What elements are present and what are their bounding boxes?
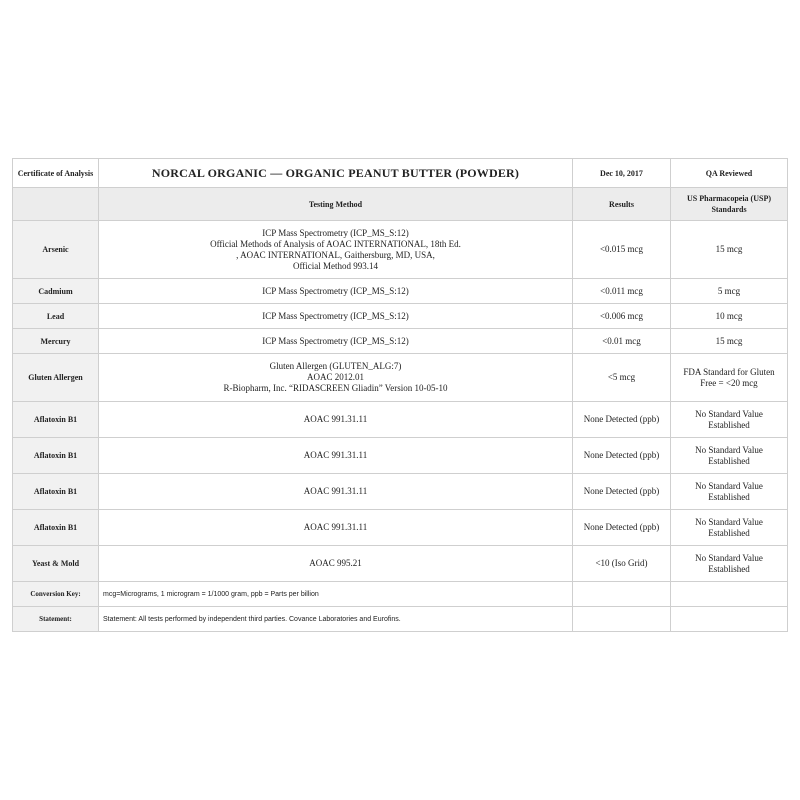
testing-method-line: ICP Mass Spectrometry (ICP_MS_S:12) [262,310,409,321]
certificate-label: Certificate of Analysis [13,159,99,188]
analyte-name: Mercury [13,329,99,354]
testing-method-cell [99,438,573,474]
result-value: <0.011 mcg [573,279,671,304]
title-row [13,159,788,188]
testing-method-line: AOAC 2012.01 [306,372,364,382]
conversion-empty-cell [573,582,671,607]
testing-method-line: AOAC 991.31.11 [303,522,368,532]
analyte-name: Aflatoxin B1 [13,474,99,510]
result-value: <0.006 mcg [573,304,671,329]
analysis-rows [13,221,788,582]
testing-method-line: AOAC 991.31.11 [303,414,368,424]
testing-method-line: R-Biopharm, Inc. “RIDASCREEN Gliadin” Version 10-05-10 [223,383,448,393]
usp-standard-value: FDA Standard for Gluten Free = <20 mcg [671,354,788,402]
analyte-name: Gluten Allergen [13,354,99,402]
analyte-name: Aflatoxin B1 [13,438,99,474]
analyte-name: Yeast & Mold [13,546,99,582]
analysis-row [13,329,788,354]
testing-method-header: Testing Method [99,188,573,221]
analysis-row [13,402,788,438]
analysis-row [13,438,788,474]
analysis-row [13,474,788,510]
result-value: <0.015 mcg [573,221,671,279]
statement-empty-cell [573,607,671,632]
result-value: None Detected (ppb) [573,474,671,510]
results-header: Results [573,188,671,221]
testing-method-line: AOAC 991.31.11 [303,486,368,496]
testing-method-cell [99,279,573,304]
analysis-row [13,546,788,582]
usp-standard-value: No Standard Value Established [671,474,788,510]
testing-method-line: ICP Mass Spectrometry (ICP_MS_S:12) [262,335,409,346]
product-title: NORCAL ORGANIC — ORGANIC PEANUT BUTTER (POWDER) [99,159,573,188]
usp-standard-value: 5 mcg [671,279,788,304]
analyte-name: Aflatoxin B1 [13,510,99,546]
analyte-name: Aflatoxin B1 [13,402,99,438]
usp-standard-value: No Standard Value Established [671,546,788,582]
certificate-of-analysis-table [12,158,788,632]
result-value: None Detected (ppb) [573,402,671,438]
testing-method-line: ICP Mass Spectrometry (ICP_MS_S:12) [262,285,409,296]
testing-method-line: AOAC 995.21 [309,558,362,568]
testing-method-cell [99,329,573,354]
analyte-name: Cadmium [13,279,99,304]
result-value: <0.01 mcg [573,329,671,354]
usp-standard-value: No Standard Value Established [671,510,788,546]
statement-row [13,607,788,632]
report-date: Dec 10, 2017 [573,159,671,188]
analysis-row [13,304,788,329]
result-value: None Detected (ppb) [573,438,671,474]
testing-method-line: AOAC 991.31.11 [303,450,368,460]
qa-status: QA Reviewed [671,159,788,188]
statement-empty-cell [671,607,788,632]
result-value: <5 mcg [573,354,671,402]
testing-method-cell [99,546,573,582]
statement-label: Statement: [13,607,99,632]
column-header-row [13,188,788,221]
usp-standard-value: 10 mcg [671,304,788,329]
testing-method-cell [99,304,573,329]
usp-standard-value: No Standard Value Established [671,438,788,474]
testing-method-line: Official Method 993.14 [292,260,379,271]
result-value: None Detected (ppb) [573,510,671,546]
analysis-row [13,354,788,402]
testing-method-line: Gluten Allergen (GLUTEN_ALG:7) [269,361,402,371]
testing-method-cell [99,474,573,510]
analysis-row [13,221,788,279]
conversion-empty-cell [671,582,788,607]
testing-method-cell [99,402,573,438]
conversion-key-text: mcg=Micrograms, 1 microgram = 1/1000 gram, ppb = Parts per billion [99,582,573,607]
analysis-row [13,279,788,304]
analysis-row [13,510,788,546]
usp-standard-value: 15 mcg [671,221,788,279]
statement-text: Statement: All tests performed by independent third parties. Covance Laboratories and Eurofins. [99,607,573,632]
usp-standard-value: 15 mcg [671,329,788,354]
testing-method-line: , AOAC INTERNATIONAL, Gaithersburg, MD, USA, [236,249,435,260]
result-value: <10 (Iso Grid) [573,546,671,582]
testing-method-line: Official Methods of Analysis of AOAC INTERNATIONAL, 18th Ed. [210,238,461,249]
testing-method-line: ICP Mass Spectrometry (ICP_MS_S:12) [262,227,409,238]
analyte-name: Lead [13,304,99,329]
analyte-name: Arsenic [13,221,99,279]
conversion-key-label: Conversion Key: [13,582,99,607]
conversion-key-row [13,582,788,607]
testing-method-cell [99,510,573,546]
header-empty-cell [13,188,99,221]
testing-method-cell [99,354,573,402]
testing-method-cell [99,221,573,279]
usp-standard-value: No Standard Value Established [671,402,788,438]
standards-header: US Pharmacopeia (USP) Standards [671,188,788,221]
